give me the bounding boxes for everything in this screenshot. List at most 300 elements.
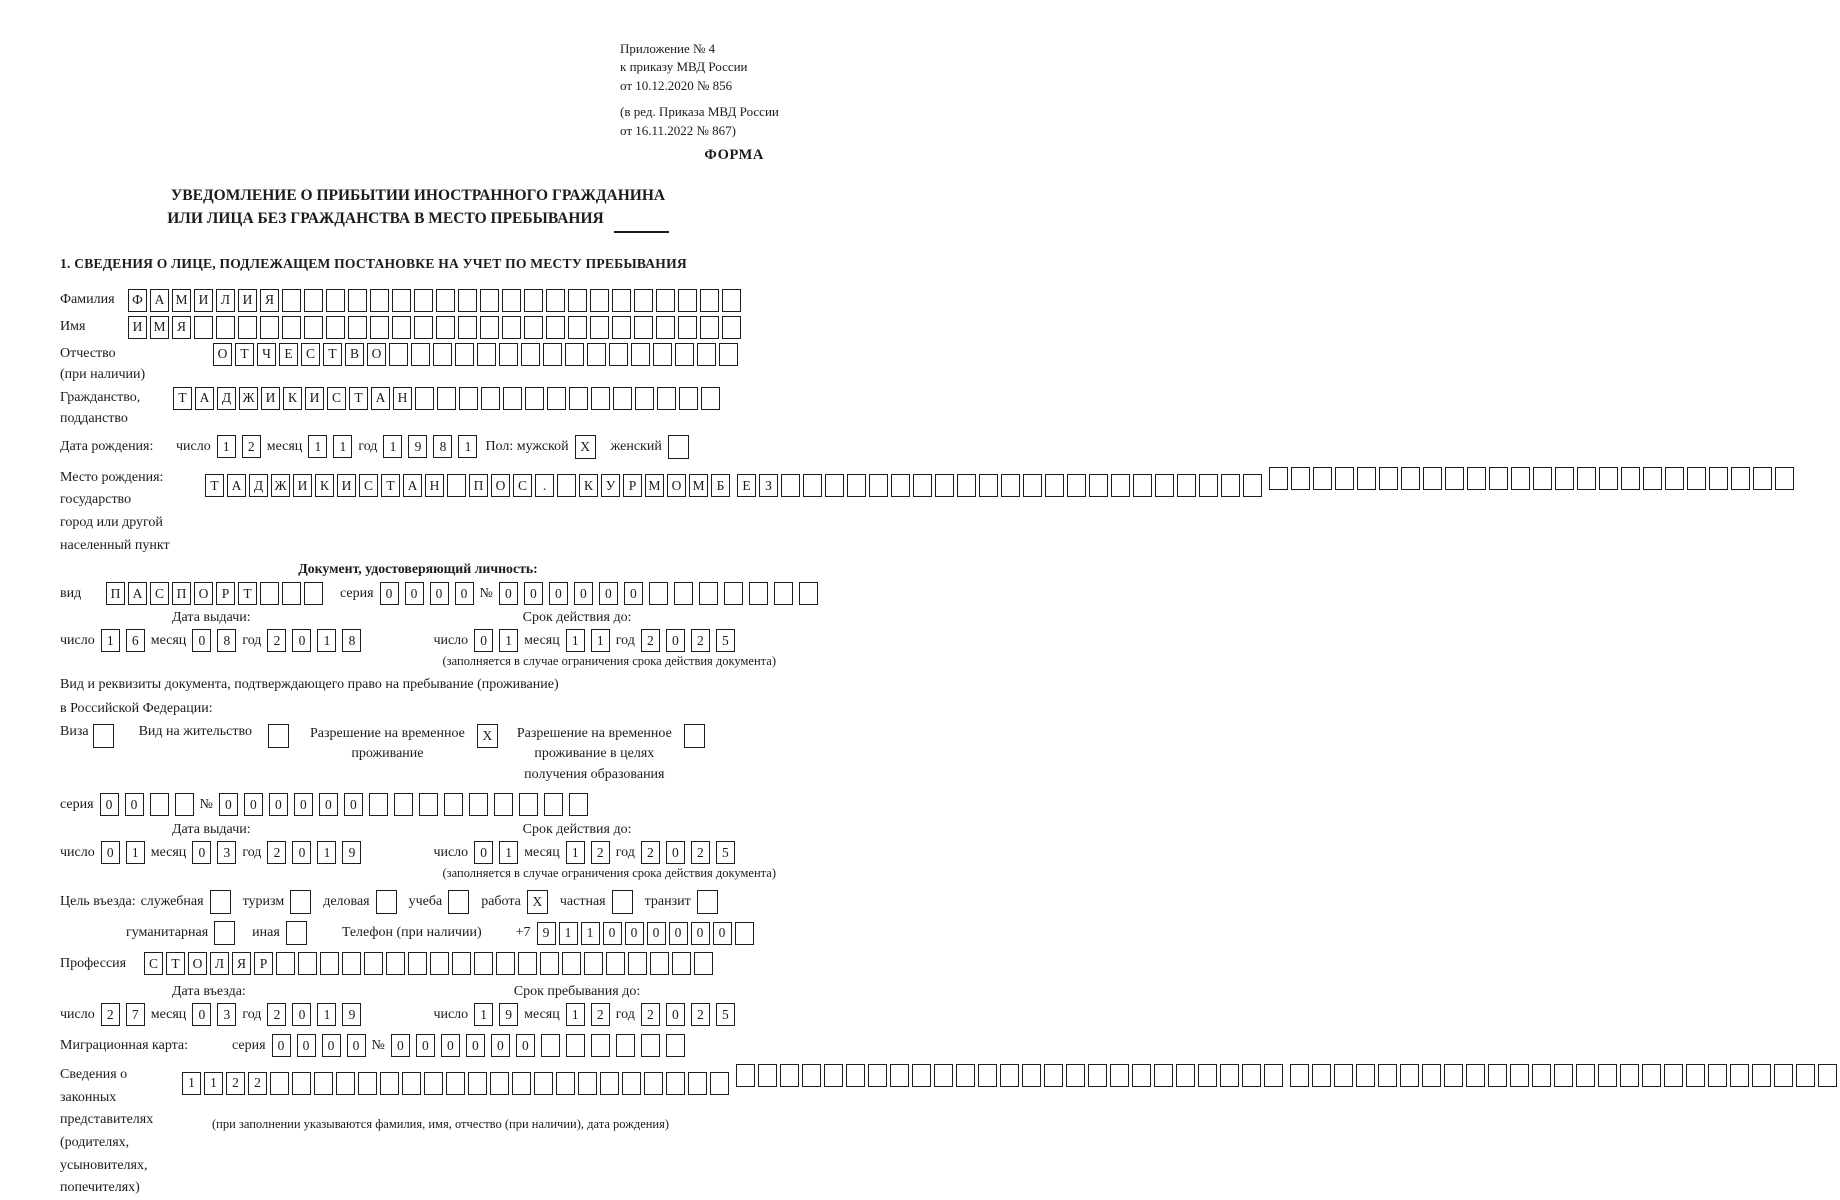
- char-cell: [392, 316, 411, 339]
- birth-year-cells: [383, 435, 483, 458]
- char-cell: 1: [383, 435, 402, 458]
- representatives-note: (при заполнении указываются фамилия, имя, отчество (при наличии), дата рождения): [212, 1116, 670, 1131]
- purpose-study-checkbox: [448, 890, 472, 914]
- entry-year-cells: [267, 1003, 367, 1026]
- char-cell: [668, 435, 689, 459]
- char-cell: С: [301, 343, 320, 366]
- char-cell: 2: [267, 629, 286, 652]
- char-cell: [1023, 474, 1042, 497]
- char-cell: [326, 316, 345, 339]
- purpose-study-label: учеба: [408, 894, 443, 910]
- char-cell: 2: [691, 1003, 710, 1026]
- char-cell: 0: [405, 582, 424, 605]
- char-cell: [1110, 1064, 1129, 1087]
- char-cell: [641, 1034, 660, 1057]
- char-cell: [956, 1064, 975, 1087]
- char-cell: 1: [182, 1072, 201, 1095]
- char-cell: [292, 1072, 311, 1095]
- sex-female-checkbox: [668, 435, 692, 459]
- char-cell: [270, 1072, 289, 1095]
- char-cell: С: [359, 474, 378, 497]
- char-cell: 0: [466, 1034, 485, 1057]
- char-cell: 2: [641, 1003, 660, 1026]
- char-cell: 0: [624, 582, 643, 605]
- char-cell: [1752, 1064, 1771, 1087]
- char-cell: [389, 343, 408, 366]
- char-cell: К: [315, 474, 334, 497]
- char-cell: [802, 1064, 821, 1087]
- char-cell: [411, 343, 430, 366]
- year-label: год: [615, 632, 635, 648]
- char-cell: 0: [297, 1034, 316, 1057]
- temp-permit-label1: Разрешение на временное: [309, 726, 465, 742]
- form-title-line2: ИЛИ ЛИЦА БЕЗ ГРАЖДАНСТВА В МЕСТО ПРЕБЫВАНИЯ: [167, 210, 604, 228]
- char-cell: [524, 316, 543, 339]
- char-cell: 0: [272, 1034, 291, 1057]
- patronymic-cells: [213, 343, 741, 366]
- purpose-tourism-label: туризм: [242, 894, 285, 910]
- char-cell: Т: [205, 474, 224, 497]
- char-cell: [613, 387, 632, 410]
- purpose-official-checkbox: [210, 890, 234, 914]
- char-cell: X: [575, 435, 596, 459]
- char-cell: [1291, 467, 1310, 490]
- char-cell: [650, 952, 669, 975]
- char-cell: 5: [716, 1003, 735, 1026]
- char-cell: [557, 474, 576, 497]
- char-cell: [568, 316, 587, 339]
- char-cell: [1466, 1064, 1485, 1087]
- doc-kind-label: вид: [60, 585, 82, 601]
- char-cell: [1357, 467, 1376, 490]
- char-cell: [436, 316, 455, 339]
- char-cell: Т: [349, 387, 368, 410]
- birth-month-cells: [308, 435, 358, 458]
- char-cell: 8: [217, 629, 236, 652]
- permit-valid-year-cells: [641, 841, 741, 864]
- char-cell: [1378, 1064, 1397, 1087]
- char-cell: [700, 289, 719, 312]
- char-cell: [653, 343, 672, 366]
- char-cell: [282, 316, 301, 339]
- char-cell: 2: [242, 435, 261, 458]
- char-cell: 0: [491, 1034, 510, 1057]
- char-cell: [869, 474, 888, 497]
- birthplace-city-label1: город или другой: [60, 514, 163, 530]
- char-cell: Т: [323, 343, 342, 366]
- char-cell: [635, 387, 654, 410]
- char-cell: 2: [101, 1003, 120, 1026]
- representatives-row1-cells: [182, 1072, 732, 1095]
- stay-month-cells: [566, 1003, 616, 1026]
- char-cell: [656, 289, 675, 312]
- char-cell: [656, 316, 675, 339]
- char-cell: [1730, 1064, 1749, 1087]
- char-cell: [364, 952, 383, 975]
- doc-valid-year-cells: [641, 629, 741, 652]
- char-cell: [600, 1072, 619, 1095]
- char-cell: [1664, 1064, 1683, 1087]
- char-cell: Р: [216, 582, 235, 605]
- validity-note: (заполняется в случае ограничения срока действия документа): [442, 654, 776, 669]
- char-cell: 8: [433, 435, 452, 458]
- representatives-label2: законных: [60, 1089, 117, 1105]
- char-cell: [591, 387, 610, 410]
- char-cell: [1022, 1064, 1041, 1087]
- char-cell: 0: [603, 922, 622, 945]
- char-cell: И: [194, 289, 213, 312]
- char-cell: 2: [591, 841, 610, 864]
- char-cell: 1: [217, 435, 236, 458]
- char-cell: [758, 1064, 777, 1087]
- char-cell: [568, 289, 587, 312]
- char-cell: [1379, 467, 1398, 490]
- char-cell: [890, 1064, 909, 1087]
- firstname-label: Имя: [60, 319, 86, 334]
- char-cell: 2: [267, 841, 286, 864]
- char-cell: 0: [516, 1034, 535, 1057]
- char-cell: 0: [524, 582, 543, 605]
- visa-label: Виза: [60, 724, 89, 740]
- number-label: №: [479, 585, 493, 601]
- char-cell: 0: [474, 841, 493, 864]
- char-cell: [298, 952, 317, 975]
- number-label: №: [371, 1037, 385, 1053]
- annex-line: Приложение № 4: [620, 41, 716, 56]
- char-cell: [1067, 474, 1086, 497]
- char-cell: [446, 1072, 465, 1095]
- char-cell: 0: [192, 1003, 211, 1026]
- char-cell: [477, 343, 496, 366]
- char-cell: [459, 387, 478, 410]
- char-cell: [541, 1034, 560, 1057]
- char-cell: 2: [591, 1003, 610, 1026]
- char-cell: [1510, 1064, 1529, 1087]
- char-cell: [480, 316, 499, 339]
- char-cell: [1264, 1064, 1283, 1087]
- char-cell: [282, 582, 301, 605]
- char-cell: 9: [342, 841, 361, 864]
- temp-permit-checkbox: [477, 724, 501, 748]
- char-cell: И: [305, 387, 324, 410]
- char-cell: [499, 343, 518, 366]
- purpose-private-label: частная: [559, 894, 606, 910]
- day-label: число: [60, 1006, 95, 1022]
- char-cell: [569, 387, 588, 410]
- char-cell: [1089, 474, 1108, 497]
- form-title-line1: УВЕДОМЛЕНИЕ О ПРИБЫТИИ ИНОСТРАННОГО ГРАЖДАНИНА: [170, 187, 666, 204]
- char-cell: [978, 1064, 997, 1087]
- char-cell: [700, 316, 719, 339]
- char-cell: [722, 316, 741, 339]
- char-cell: Я: [232, 952, 251, 975]
- char-cell: [1045, 474, 1064, 497]
- char-cell: 2: [641, 841, 660, 864]
- char-cell: [342, 952, 361, 975]
- edu-permit-label2: проживание в целях: [534, 746, 655, 762]
- char-cell: 1: [101, 629, 120, 652]
- char-cell: [891, 474, 910, 497]
- char-cell: Н: [393, 387, 412, 410]
- surname-cells: [128, 289, 744, 312]
- char-cell: М: [172, 289, 191, 312]
- char-cell: 0: [347, 1034, 366, 1057]
- char-cell: [1220, 1064, 1239, 1087]
- entry-date-header: Дата въезда:: [172, 984, 246, 1000]
- char-cell: 0: [292, 629, 311, 652]
- char-cell: 1: [126, 841, 145, 864]
- char-cell: [394, 793, 413, 816]
- char-cell: [846, 1064, 865, 1087]
- char-cell: [1775, 467, 1794, 490]
- char-cell: [1177, 474, 1196, 497]
- char-cell: 0: [625, 922, 644, 945]
- char-cell: [644, 1072, 663, 1095]
- char-cell: [1000, 1064, 1019, 1087]
- annex-edition-line: (в ред. Приказа МВД России: [620, 104, 779, 120]
- char-cell: Л: [210, 952, 229, 975]
- char-cell: [408, 952, 427, 975]
- char-cell: [494, 793, 513, 816]
- char-cell: [675, 343, 694, 366]
- char-cell: [543, 343, 562, 366]
- purpose-other-checkbox: [286, 921, 310, 945]
- month-label: месяц: [524, 632, 560, 648]
- day-label: число: [176, 438, 211, 454]
- char-cell: [672, 952, 691, 975]
- valid-until-header: Срок действия до:: [522, 822, 632, 838]
- char-cell: [935, 474, 954, 497]
- char-cell: [679, 387, 698, 410]
- char-cell: О: [667, 474, 686, 497]
- char-cell: [1643, 467, 1662, 490]
- char-cell: [674, 582, 693, 605]
- char-cell: [556, 1072, 575, 1095]
- entry-day-cells: [101, 1003, 151, 1026]
- representatives-label5: усыновителях,: [60, 1157, 148, 1173]
- char-cell: [1132, 1064, 1151, 1087]
- visa-checkbox: [93, 724, 117, 748]
- char-cell: Т: [166, 952, 185, 975]
- char-cell: Я: [260, 289, 279, 312]
- year-label: год: [615, 844, 635, 860]
- char-cell: 0: [574, 582, 593, 605]
- char-cell: [370, 289, 389, 312]
- birthplace-row1-cells: [205, 474, 733, 497]
- purpose-official-label: служебная: [140, 894, 204, 910]
- char-cell: 0: [669, 922, 688, 945]
- char-cell: [774, 582, 793, 605]
- purpose-label: Цель въезда:: [60, 894, 136, 910]
- char-cell: [701, 387, 720, 410]
- char-cell: М: [150, 316, 169, 339]
- char-cell: [518, 952, 537, 975]
- char-cell: [628, 952, 647, 975]
- char-cell: О: [491, 474, 510, 497]
- char-cell: [1555, 467, 1574, 490]
- char-cell: [336, 1072, 355, 1095]
- char-cell: 1: [317, 841, 336, 864]
- validity-note: (заполняется в случае ограничения срока действия документа): [442, 866, 776, 881]
- char-cell: 2: [641, 629, 660, 652]
- char-cell: [1334, 1064, 1353, 1087]
- purpose-business-label: деловая: [323, 894, 370, 910]
- char-cell: [590, 289, 609, 312]
- char-cell: [1753, 467, 1772, 490]
- char-cell: 1: [308, 435, 327, 458]
- char-cell: [803, 474, 822, 497]
- stay-year-cells: [641, 1003, 741, 1026]
- char-cell: [612, 890, 633, 914]
- char-cell: [569, 793, 588, 816]
- day-label: число: [433, 632, 469, 648]
- char-cell: 0: [292, 841, 311, 864]
- char-cell: [481, 387, 500, 410]
- char-cell: [480, 289, 499, 312]
- year-label: год: [242, 844, 262, 860]
- char-cell: [697, 890, 718, 914]
- permit-series-cells: [100, 793, 200, 816]
- birthplace-city-label2: населенный пункт: [60, 537, 170, 553]
- char-cell: 1: [559, 922, 578, 945]
- char-cell: Т: [381, 474, 400, 497]
- char-cell: [1198, 1064, 1217, 1087]
- phone-prefix: +7: [515, 925, 531, 941]
- day-label: число: [433, 844, 469, 860]
- purpose-tourism-checkbox: [290, 890, 314, 914]
- char-cell: Д: [217, 387, 236, 410]
- doc-kind-cells: [106, 582, 326, 605]
- char-cell: [612, 289, 631, 312]
- char-cell: [710, 1072, 729, 1095]
- char-cell: [688, 1072, 707, 1095]
- char-cell: [631, 343, 650, 366]
- month-label: месяц: [524, 844, 560, 860]
- char-cell: [304, 289, 323, 312]
- char-cell: [448, 890, 469, 914]
- char-cell: 0: [455, 582, 474, 605]
- char-cell: [622, 1072, 641, 1095]
- char-cell: 0: [219, 793, 238, 816]
- char-cell: 0: [100, 793, 119, 816]
- char-cell: [913, 474, 932, 497]
- char-cell: Л: [216, 289, 235, 312]
- char-cell: О: [194, 582, 213, 605]
- char-cell: [474, 952, 493, 975]
- citizenship-label: Гражданство,: [60, 389, 141, 405]
- char-cell: [260, 582, 279, 605]
- char-cell: [503, 387, 522, 410]
- char-cell: 1: [566, 629, 585, 652]
- char-cell: [736, 1064, 755, 1087]
- char-cell: [175, 793, 194, 816]
- citizenship-label2: подданство: [60, 410, 128, 426]
- char-cell: Б: [711, 474, 730, 497]
- char-cell: 0: [549, 582, 568, 605]
- char-cell: И: [238, 289, 257, 312]
- char-cell: [1154, 1064, 1173, 1087]
- char-cell: [678, 316, 697, 339]
- doc-issue-year-cells: [267, 629, 367, 652]
- char-cell: [150, 793, 169, 816]
- entry-month-cells: [192, 1003, 242, 1026]
- char-cell: [348, 316, 367, 339]
- char-cell: А: [403, 474, 422, 497]
- char-cell: М: [645, 474, 664, 497]
- char-cell: [469, 793, 488, 816]
- char-cell: [1818, 1064, 1837, 1087]
- form-title: [60, 184, 776, 233]
- char-cell: 0: [269, 793, 288, 816]
- stay-until-header: Срок пребывания до:: [513, 984, 641, 1000]
- char-cell: [370, 316, 389, 339]
- char-cell: 2: [248, 1072, 267, 1095]
- edu-permit-label3: получения образования: [524, 766, 665, 782]
- char-cell: [414, 316, 433, 339]
- profession-cells: [144, 952, 716, 975]
- char-cell: 0: [294, 793, 313, 816]
- char-cell: [519, 793, 538, 816]
- char-cell: 0: [666, 629, 685, 652]
- char-cell: О: [188, 952, 207, 975]
- year-label: год: [242, 1006, 262, 1022]
- char-cell: И: [261, 387, 280, 410]
- char-cell: [1489, 467, 1508, 490]
- char-cell: 1: [474, 1003, 493, 1026]
- char-cell: [525, 387, 544, 410]
- sex-male-checkbox: [575, 435, 599, 459]
- series-label: серия: [340, 585, 374, 601]
- char-cell: [684, 724, 705, 748]
- permit-issue-year-cells: [267, 841, 367, 864]
- char-cell: [546, 289, 565, 312]
- char-cell: [444, 793, 463, 816]
- char-cell: [657, 387, 676, 410]
- representatives-label6: попечителях): [60, 1180, 140, 1196]
- char-cell: [534, 1072, 553, 1095]
- day-label: число: [60, 844, 95, 860]
- char-cell: 1: [566, 1003, 585, 1026]
- char-cell: 1: [317, 1003, 336, 1026]
- annex-edition-line: от 16.11.2022 № 867): [620, 122, 737, 138]
- char-cell: Ф: [128, 289, 147, 312]
- char-cell: [1665, 467, 1684, 490]
- char-cell: И: [293, 474, 312, 497]
- char-cell: 8: [342, 629, 361, 652]
- char-cell: [847, 474, 866, 497]
- char-cell: [210, 890, 231, 914]
- char-cell: [437, 387, 456, 410]
- char-cell: К: [579, 474, 598, 497]
- char-cell: [546, 316, 565, 339]
- char-cell: [436, 289, 455, 312]
- char-cell: [722, 289, 741, 312]
- char-cell: [214, 921, 235, 945]
- char-cell: [825, 474, 844, 497]
- birthdate-label: Дата рождения:: [60, 438, 154, 454]
- char-cell: [697, 343, 716, 366]
- month-label: месяц: [150, 1006, 187, 1022]
- char-cell: X: [527, 890, 548, 914]
- char-cell: [320, 952, 339, 975]
- char-cell: [799, 582, 818, 605]
- char-cell: [93, 724, 114, 748]
- char-cell: 0: [474, 629, 493, 652]
- series-label: серия: [60, 796, 94, 812]
- char-cell: [1532, 1064, 1551, 1087]
- purpose-business-checkbox: [376, 890, 400, 914]
- char-cell: [216, 316, 235, 339]
